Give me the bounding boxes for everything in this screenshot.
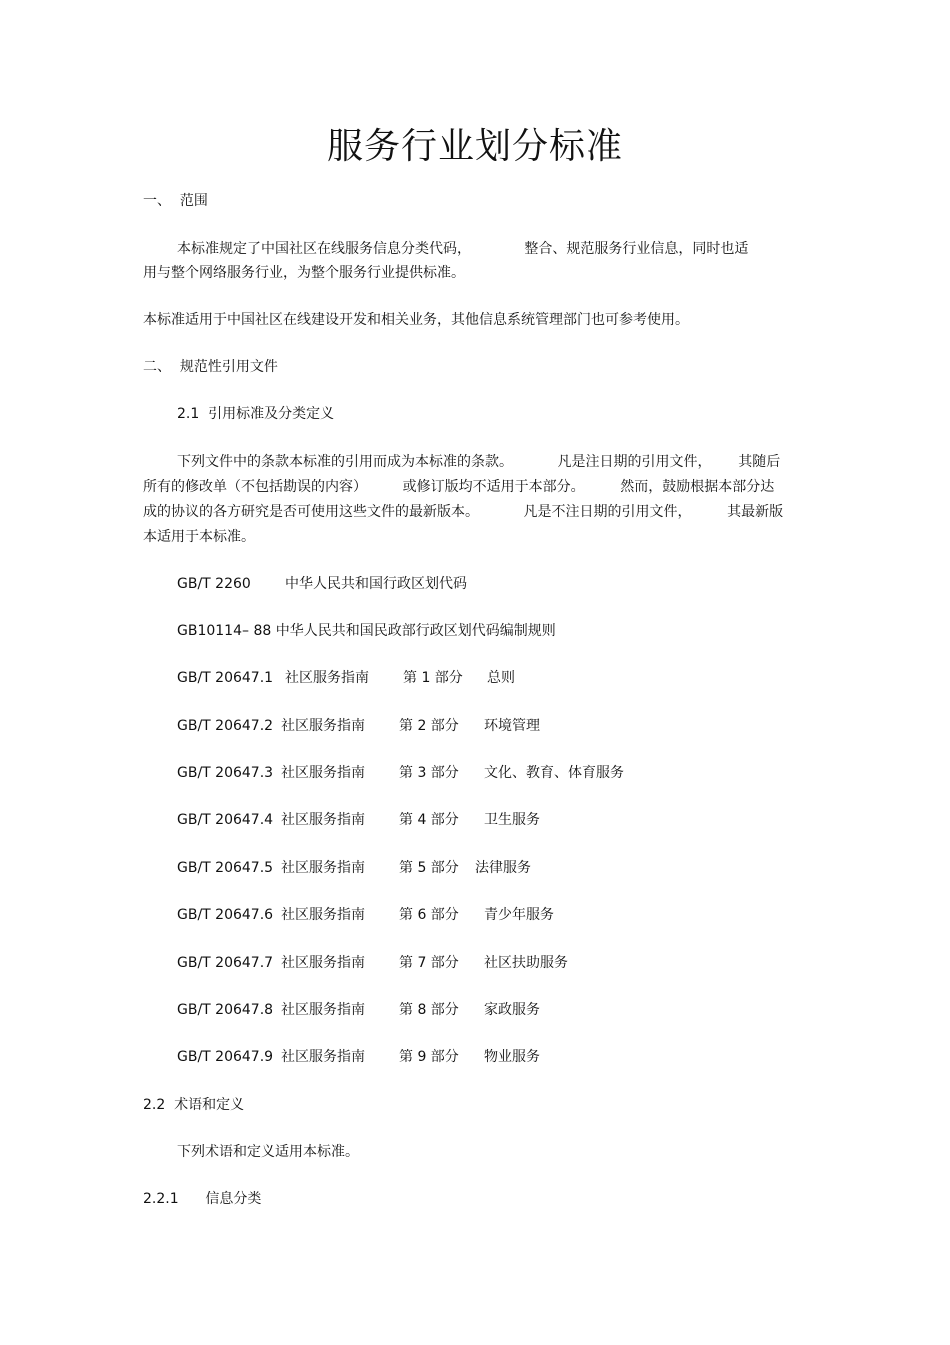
reference-code: GB/T 20647.7	[177, 955, 274, 971]
reference-topic: 环境管理	[484, 718, 540, 734]
reference-topic: 社区扶助服务	[484, 955, 568, 971]
reference-topic: 文化、教育、体育服务	[484, 765, 624, 781]
reference-topic: 卫生服务	[484, 812, 540, 828]
reference-part: 第 4 部分	[399, 812, 459, 828]
section-2-para-line-4: 本适用于本标准。	[143, 529, 255, 545]
section-2-para-line-2: 所有的修改单（不包括勘误的内容） 或修订版均不适用于本部分。 然而，鼓励根据本部分达	[143, 479, 775, 495]
reference-part: 第 6 部分	[399, 907, 459, 923]
reference-guide: 社区服务指南	[285, 670, 369, 686]
reference-part: 第 7 部分	[399, 955, 459, 971]
section-1-para-1-line-2: 用与整个网络服务行业，为整个服务行业提供标准。	[143, 265, 465, 281]
reference-guide: 社区服务指南	[281, 1002, 365, 1018]
reference-part: 第 8 部分	[399, 1002, 459, 1018]
section-2-para-line-3: 成的协议的各方研究是否可使用这些文件的最新版本。 凡是不注日期的引用文件， 其最新版	[143, 504, 784, 520]
document-title: 服务行业划分标准	[326, 126, 623, 167]
reference-guide: 社区服务指南	[281, 955, 365, 971]
reference-guide: 社区服务指南	[281, 1049, 365, 1065]
reference-code: GB/T 20647.2	[177, 718, 274, 734]
subsection-2-2-para: 下列术语和定义适用本标准。	[177, 1144, 359, 1160]
section-1-para-1-line-1: 本标准规定了中国社区在线服务信息分类代码， 整合、规范服务行业信息，同时也适	[177, 241, 749, 257]
section-1-para-2: 本标准适用于中国社区在线建设开发和相关业务，其他信息系统管理部门也可参考使用。	[143, 312, 689, 328]
reference-guide: 社区服务指南	[281, 860, 365, 876]
reference-topic: 物业服务	[484, 1049, 540, 1065]
reference-code: GB/T 20647.1	[177, 670, 274, 686]
reference-part: 第 3 部分	[399, 765, 459, 781]
reference-topic: 家政服务	[484, 1002, 540, 1018]
reference-part: 第 5 部分	[399, 860, 459, 876]
reference-code: GB/T 20647.6	[177, 907, 274, 923]
section-1-heading: 一、 范围	[143, 193, 208, 209]
reference-gb10114: GB10114– 88 中华人民共和国民政部行政区划代码编制规则	[177, 623, 556, 639]
reference-part: 第 2 部分	[399, 718, 459, 734]
reference-part: 第 9 部分	[399, 1049, 459, 1065]
reference-code: GB/T 20647.5	[177, 860, 274, 876]
reference-code: GB/T 20647.9	[177, 1049, 274, 1065]
reference-guide: 社区服务指南	[281, 812, 365, 828]
reference-guide: 社区服务指南	[281, 718, 365, 734]
reference-part: 第 1 部分	[403, 670, 463, 686]
reference-code: GB/T 20647.8	[177, 1002, 274, 1018]
reference-guide: 社区服务指南	[281, 765, 365, 781]
reference-code: GB/T 20647.4	[177, 812, 274, 828]
reference-name: 中华人民共和国行政区划代码	[285, 576, 467, 592]
section-2-heading: 二、 规范性引用文件	[143, 359, 278, 375]
reference-guide: 社区服务指南	[281, 907, 365, 923]
reference-topic: 青少年服务	[484, 907, 554, 923]
subsection-2-2-heading: 2.2 术语和定义	[143, 1097, 245, 1113]
reference-topic: 法律服务	[475, 860, 531, 876]
subsection-2-1-heading: 2.1 引用标准及分类定义	[177, 406, 335, 422]
subsection-2-2-1-heading: 2.2.1 信息分类	[143, 1191, 262, 1207]
reference-topic: 总则	[487, 670, 515, 686]
reference-code: GB/T 20647.3	[177, 765, 274, 781]
section-2-para-line-1: 下列文件中的条款本标准的引用而成为本标准的条款。 凡是注日期的引用文件， 其随后	[177, 454, 781, 470]
reference-code: GB/T 2260	[177, 576, 251, 592]
